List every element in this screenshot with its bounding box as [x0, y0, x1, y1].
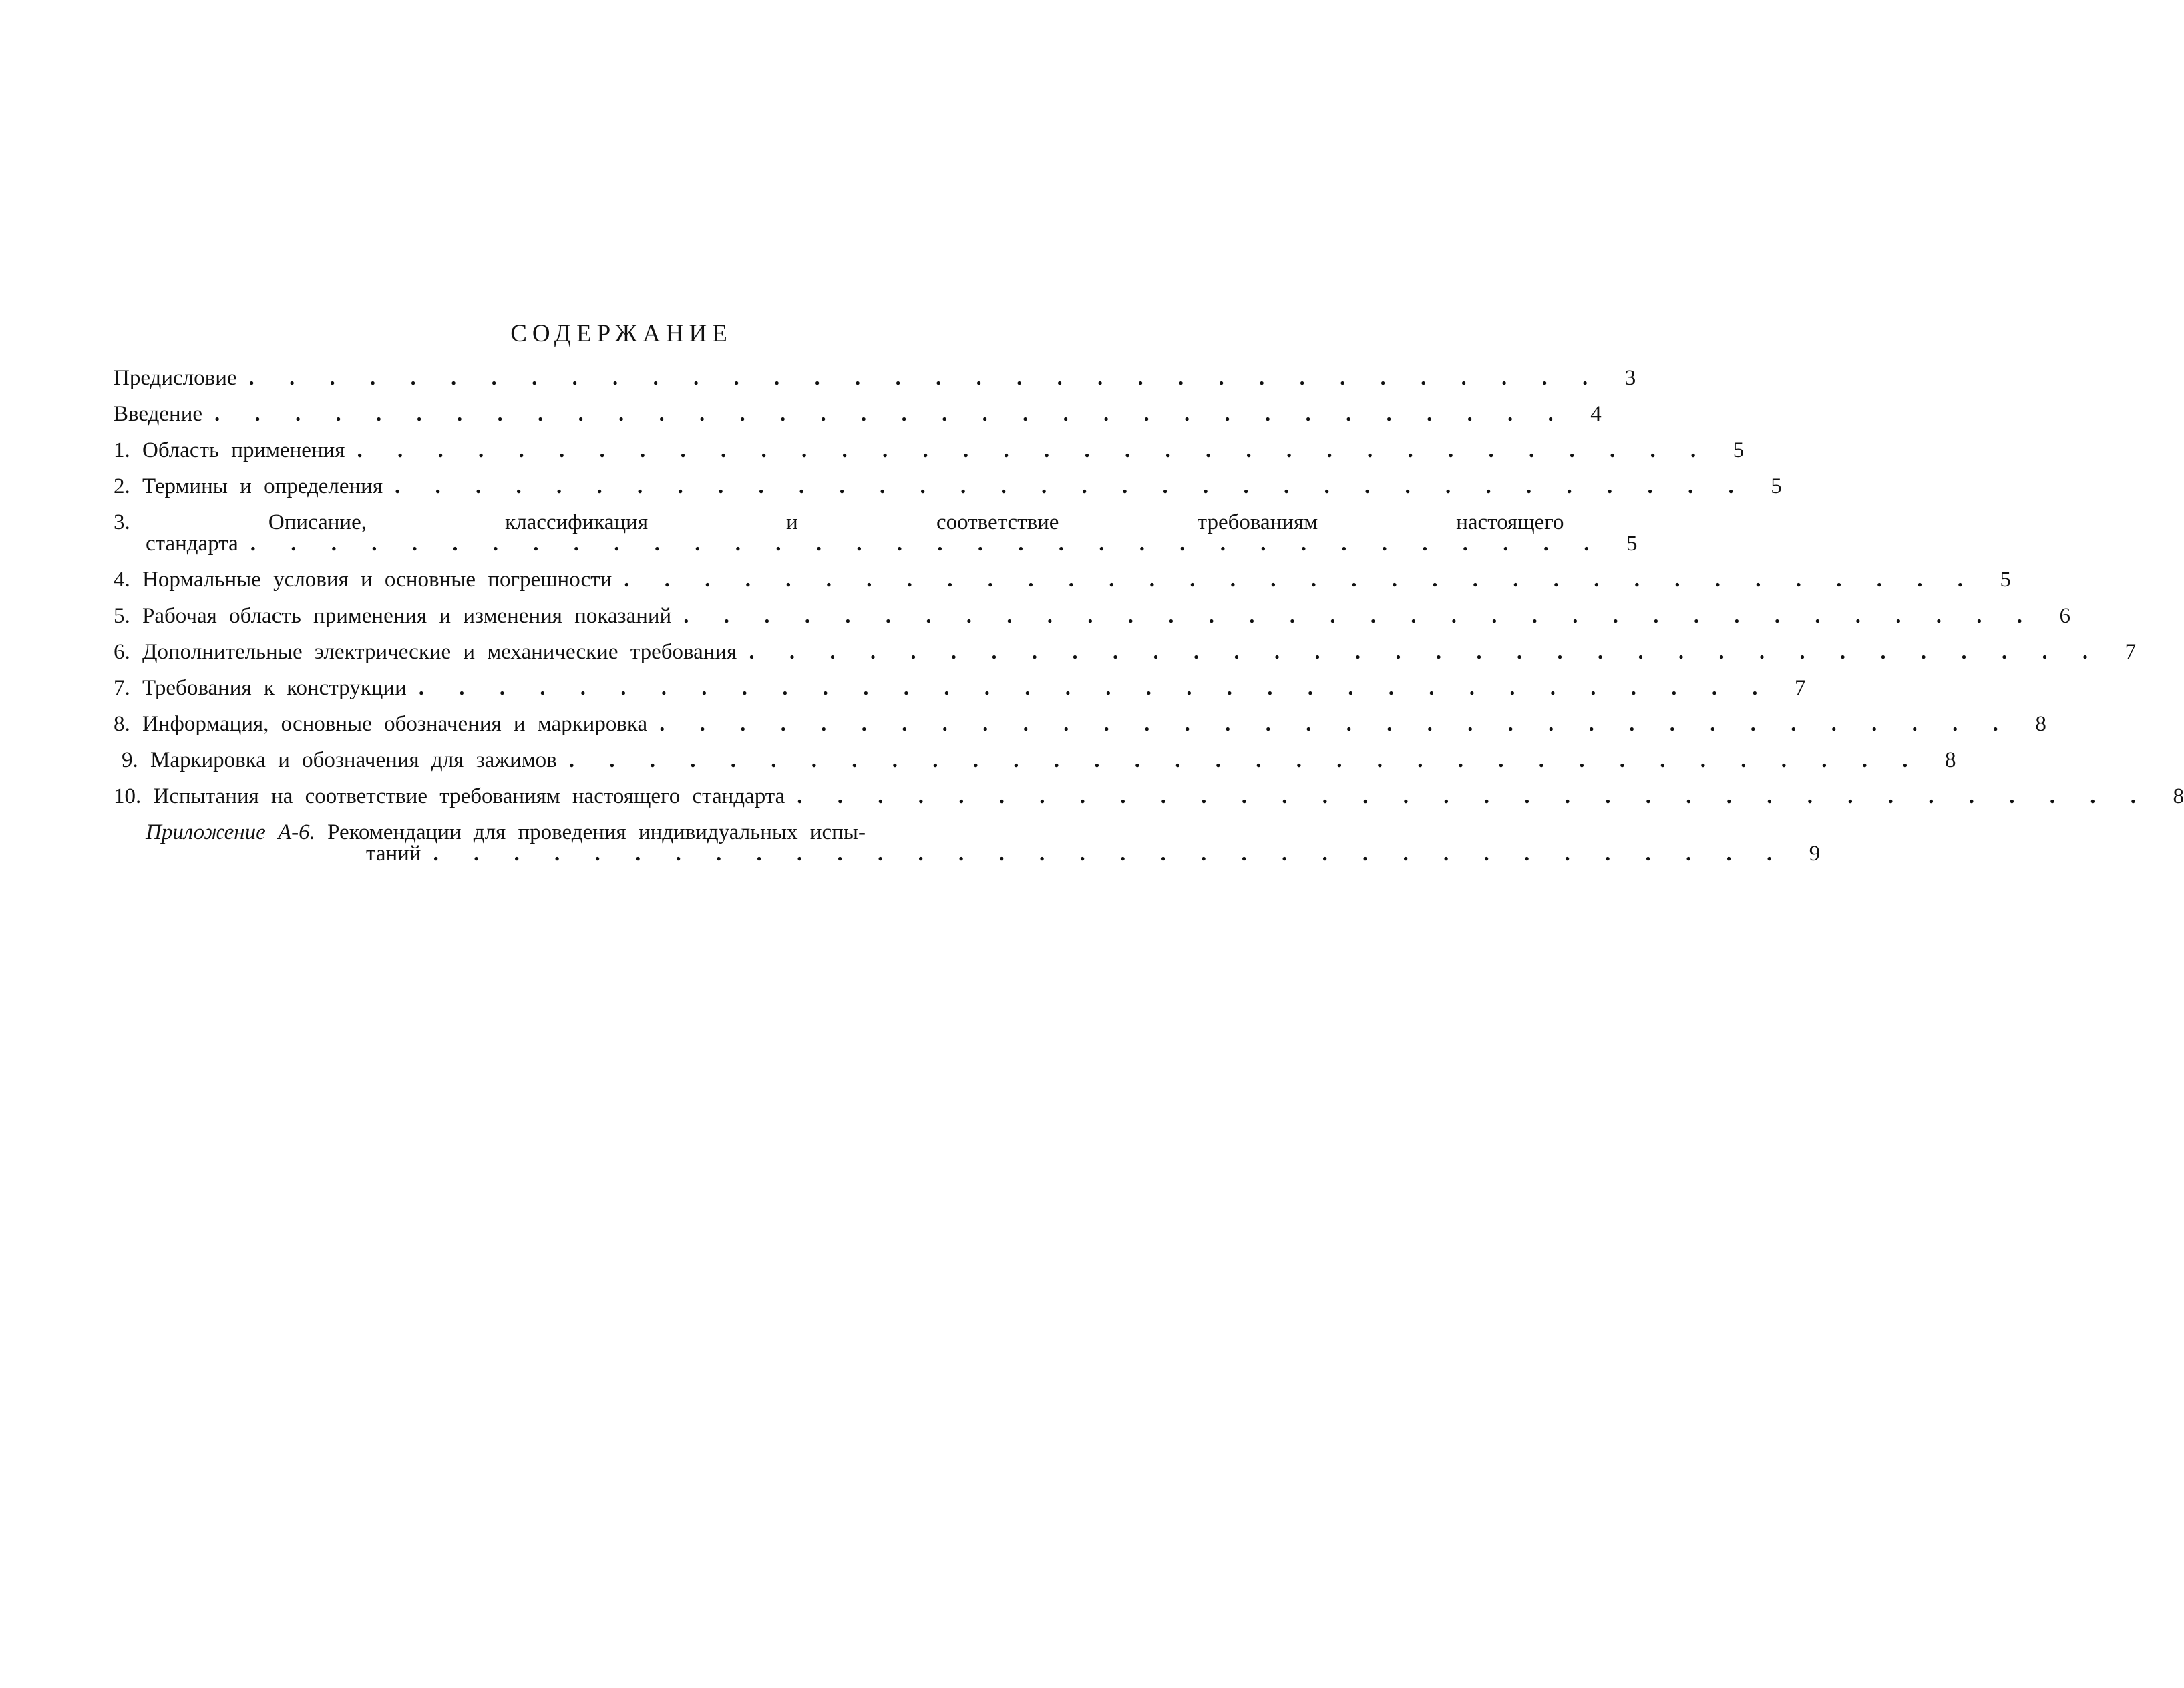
toc-entry[interactable] [114, 712, 2046, 736]
leader-dots: . . . . . . . . . . . . . . . . . . . . . . . . . . . . . . . . . . [250, 532, 1604, 556]
toc-page-number: 7 [2125, 640, 2137, 664]
table-of-contents [114, 366, 2184, 878]
toc-entry[interactable] [114, 748, 1956, 772]
toc-entry-label: 3. Описание, классификация и соответствие требованиям настоящего [114, 510, 1564, 534]
toc-page-number: 9 [1809, 842, 1821, 866]
leader-dots: . . . . . . . . . . . . . . . . . . . . . . . . . . . . . . . . . . [797, 784, 2151, 808]
toc-entry-label-continued: стандарта [146, 532, 238, 556]
page-title: СОДЕРЖАНИЕ [510, 320, 733, 347]
toc-entry-label: 6. Дополнительные электрические и механические требования [114, 640, 737, 664]
toc-entry[interactable] [114, 640, 2137, 664]
toc-page-number: 5 [1771, 474, 1782, 498]
toc-page-number: 5 [1733, 438, 1745, 462]
toc-entry[interactable] [114, 510, 1638, 556]
toc-entry-label-continued: таний [366, 842, 421, 866]
leader-dots: . . . . . . . . . . . . . . . . . . . . . . . . . . . . . . . . . . [749, 640, 2103, 664]
toc-entry[interactable] [114, 366, 1636, 390]
toc-page-number: 8 [2035, 712, 2046, 736]
toc-entry[interactable] [114, 438, 1745, 462]
toc-page-number: 3 [1624, 366, 1636, 390]
toc-entry-label: 1. Область применения [114, 438, 345, 462]
toc-page-number: 8 [1944, 748, 1956, 772]
toc-entry-label: 2. Термины и определения [114, 474, 383, 498]
toc-entry[interactable] [114, 474, 1782, 498]
toc-entry-label: Предисловие [114, 366, 237, 390]
toc-entry[interactable] [114, 402, 1602, 426]
leader-dots: . . . . . . . . . . . . . . . . . . . . . . . . . . . . . . . . . . [357, 438, 1711, 462]
toc-page-number: 4 [1590, 402, 1602, 426]
leader-dots: . . . . . . . . . . . . . . . . . . . . . . . . . . . . . . . . . . [433, 842, 1787, 866]
toc-page-number: 8 [2173, 784, 2184, 808]
toc-entry-appendix[interactable] [114, 820, 1821, 866]
leader-dots: . . . . . . . . . . . . . . . . . . . . . . . . . . . . . . . . . . [659, 712, 2013, 736]
leader-dots: . . . . . . . . . . . . . . . . . . . . . . . . . . . . . . . . . . [395, 474, 1749, 498]
leader-dots: . . . . . . . . . . . . . . . . . . . . . . . . . . . . . . . . . . [568, 748, 1923, 772]
toc-entry-label: 8. Информация, основные обозначения и маркировка [114, 712, 648, 736]
leader-dots: . . . . . . . . . . . . . . . . . . . . . . . . . . . . . . . . . . [418, 676, 1773, 700]
toc-page-number: 7 [1794, 676, 1806, 700]
toc-entry-label: 10. Испытания на соответствие требованиям настоящего стандарта [114, 784, 785, 808]
toc-entry[interactable] [114, 784, 2184, 808]
leader-dots: . . . . . . . . . . . . . . . . . . . . . . . . . . . . . . . . . . [248, 366, 1603, 390]
appendix-label: Приложение А-6. [146, 820, 315, 844]
leader-dots: . . . . . . . . . . . . . . . . . . . . . . . . . . . . . . . . . . [624, 568, 1978, 592]
toc-entry[interactable] [114, 676, 1806, 700]
toc-page-number: 5 [1626, 532, 1638, 556]
toc-page-number: 6 [2059, 604, 2070, 628]
toc-page-number: 5 [2000, 568, 2012, 592]
toc-entry[interactable] [114, 604, 2070, 628]
leader-dots: . . . . . . . . . . . . . . . . . . . . . . . . . . . . . . . . . . [683, 604, 2037, 628]
leader-dots: . . . . . . . . . . . . . . . . . . . . . . . . . . . . . . . . . . [214, 402, 1568, 426]
toc-entry-label: Рекомендации для проведения индивидуальных испы- [327, 820, 866, 844]
toc-entry[interactable] [114, 568, 2012, 592]
toc-entry-label: 4. Нормальные условия и основные погрешности [114, 568, 612, 592]
toc-entry-label: 5. Рабочая область применения и изменения показаний [114, 604, 672, 628]
toc-entry-label: 9. Маркировка и обозначения для зажимов [122, 748, 557, 772]
toc-entry-label: Введение [114, 402, 203, 426]
toc-entry-label: 7. Требования к конструкции [114, 676, 407, 700]
